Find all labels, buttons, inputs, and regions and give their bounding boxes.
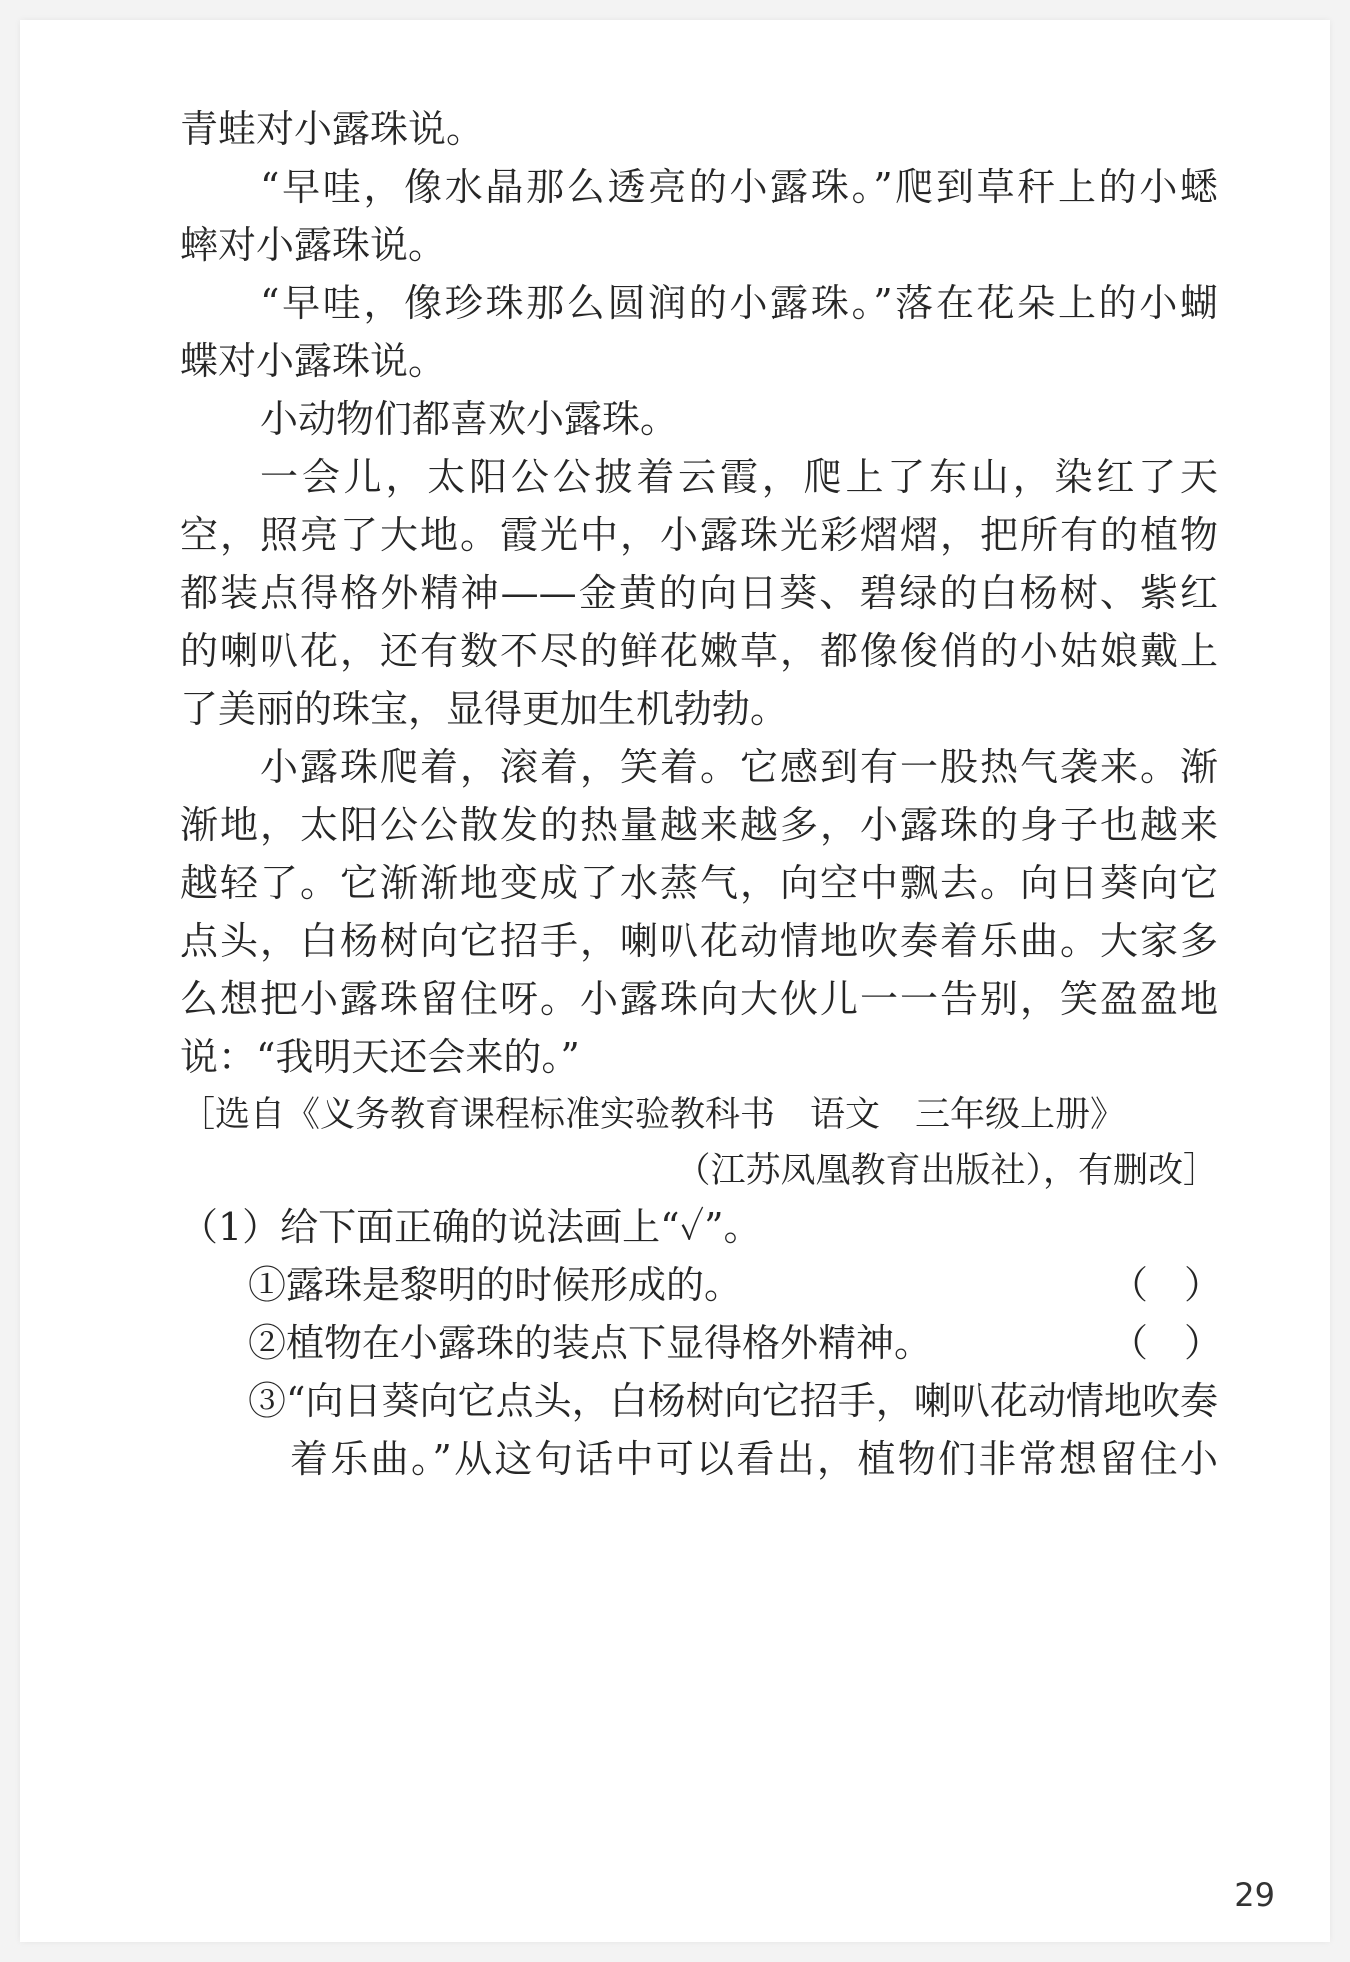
story-line: 小动物们都喜欢小露珠。 [260,397,679,441]
story-line: 都装点得格外精神——金黄的向日葵、碧绿的白杨树、紫红 [180,571,1218,615]
answer-blank-2[interactable] [1110,1314,1222,1372]
paren-close: ） [1183,1321,1222,1365]
question-option-3-continuation: 着乐曲。”从这句话中可以看出，植物们非常想留住小 [290,1437,1218,1481]
question-prompt: （1）给下面正确的说法画上“✓”。 [180,1205,762,1249]
textbook-page [20,20,1330,1942]
story-line: 点头，白杨树向它招手，喇叭花动情地吹奏着乐曲。大家多 [180,919,1218,963]
story-line: “早哇，像珍珠那么圆润的小露珠。”落在花朵上的小蝴 [260,281,1218,325]
source-citation-line2: （江苏凤凰教育出版社），有删改］ [675,1151,1218,1191]
question-option-2: ②植物在小露珠的装点下显得格外精神。 [248,1321,933,1365]
story-line: 青蛙对小露珠说。 [180,107,485,151]
question-option-1: ①露珠是黎明的时候形成的。 [248,1263,743,1307]
source-citation-line1: ［选自《义务教育课程标准实验教科书 语文 三年级上册》 [180,1095,1126,1135]
story-line: 了美丽的珠宝，显得更加生机勃勃。 [180,687,789,731]
story-line: 一会儿，太阳公公披着云霞，爬上了东山，染红了天 [260,455,1218,499]
page-number: 29 [1234,1876,1275,1914]
story-line: 越轻了。它渐渐地变成了水蒸气，向空中飘去。向日葵向它 [180,861,1218,905]
story-line: 空，照亮了大地。霞光中，小露珠光彩熠熠，把所有的植物 [180,513,1218,557]
answer-blank-1[interactable] [1110,1256,1222,1314]
story-line: 蟀对小露珠说。 [180,223,447,267]
story-line: 小露珠爬着，滚着，笑着。它感到有一股热气袭来。渐 [260,745,1218,789]
story-line: 的喇叭花，还有数不尽的鲜花嫩草，都像俊俏的小姑娘戴上 [180,629,1218,673]
paren-open: （ [1110,1263,1149,1307]
question-option-3: ③“向日葵向它点头，白杨树向它招手，喇叭花动情地吹奏 [248,1379,1218,1423]
story-line: “早哇，像水晶那么透亮的小露珠。”爬到草秆上的小蟋 [260,165,1218,209]
story-line: 蝶对小露珠说。 [180,339,447,383]
story-line: 说：“我明天还会来的。” [180,1035,580,1079]
story-line: 么想把小露珠留住呀。小露珠向大伙儿一一告别，笑盈盈地 [180,977,1218,1021]
story-line: 渐地，太阳公公散发的热量越来越多，小露珠的身子也越来 [180,803,1218,847]
paren-close: ） [1183,1263,1222,1307]
paren-open: （ [1110,1321,1149,1365]
